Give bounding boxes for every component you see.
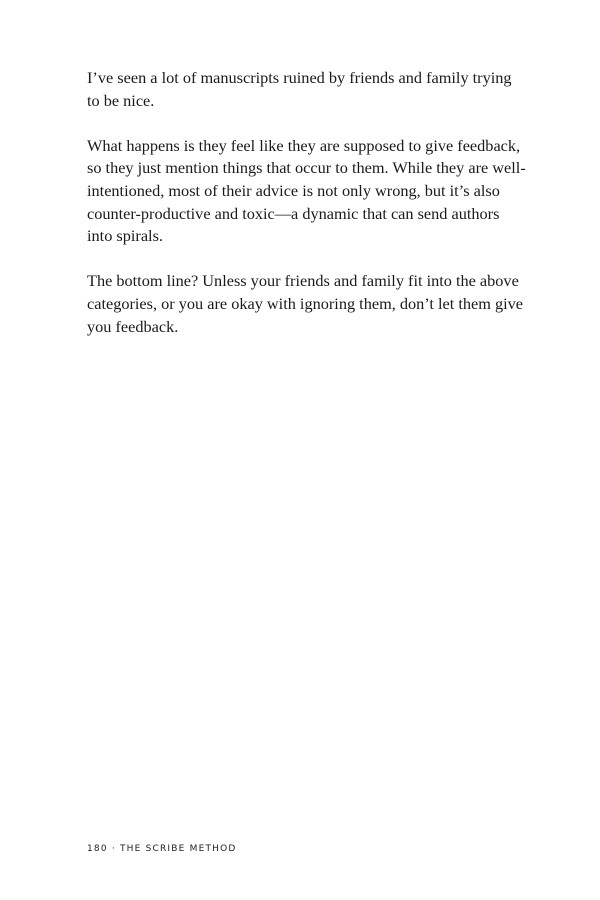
body-text (87, 67, 527, 361)
book-title: THE SCRIBE METHOD (119, 844, 237, 854)
paragraph: The bottom line? Unless your friends and family fit into the above categories, or you are okay with ignoring them, don’t let them give you feedback. (87, 271, 524, 336)
footer-separator: · (111, 844, 116, 854)
paragraph: What happens is they feel like they are supposed to give feedback, so they just mention things that occur to them. While they are well-intentioned, most of their advice is not only wrong, but it’s also counter-productive and toxic—a dynamic that can send authors into spirals. (87, 135, 526, 246)
page-number: 180 (87, 844, 108, 854)
paragraph: I’ve seen a lot of manuscripts ruined by friends and family trying to be nice. (87, 68, 512, 110)
page-footer (87, 844, 237, 854)
